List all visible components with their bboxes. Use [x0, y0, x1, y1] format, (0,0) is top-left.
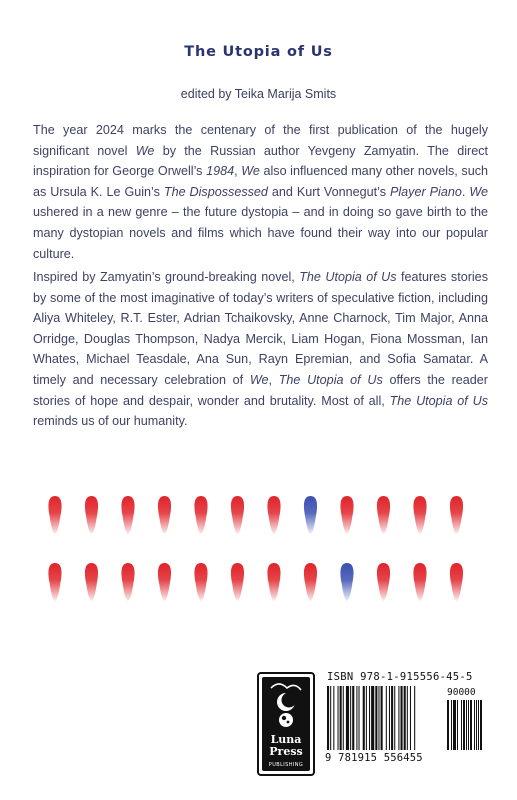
- barcode-bar: [369, 686, 370, 750]
- barcode-bar: [378, 686, 379, 750]
- barcode-bar: [359, 686, 360, 750]
- barcode-bar: [386, 686, 387, 750]
- red-drop: [48, 563, 61, 601]
- barcode-bar: [350, 686, 351, 750]
- barcode-bar: [330, 686, 331, 750]
- barcode-bar: [391, 686, 393, 750]
- blue-drop: [304, 496, 317, 534]
- barcode-bar: [381, 686, 383, 750]
- text-run: ushered in a new genre – the future dystopia – and in doing so gave birth to the many dystopian novels and films which have found their way into our popular culture.: [33, 205, 488, 261]
- red-drop: [85, 563, 98, 601]
- barcode-bar: [338, 686, 339, 750]
- text-run: ,: [234, 164, 242, 179]
- red-drop: [121, 563, 134, 601]
- text-run: ,: [268, 372, 279, 387]
- text-run: offers the reader stories of hope and despair, wonder and brutality. Most of all,: [33, 372, 489, 408]
- barcode-addon-bar: [461, 700, 462, 750]
- barcode-bar: [398, 686, 399, 750]
- barcode-addon-bar: [447, 700, 449, 750]
- red-drop: [48, 496, 61, 534]
- text-run: The Dispossessed: [163, 184, 268, 199]
- red-drop: [231, 563, 244, 601]
- red-drop: [450, 563, 463, 601]
- barcode-addon-bar: [478, 700, 479, 750]
- barcode-bar: [363, 686, 365, 750]
- barcode-bar: [327, 686, 329, 750]
- red-drop: [194, 496, 207, 534]
- barcode-addon-digits: 90000: [447, 687, 476, 698]
- text-run: We: [135, 143, 155, 158]
- isbn-label: ISBN 978-1-915556-45-5: [327, 671, 473, 683]
- red-drop: [158, 563, 171, 601]
- text-run: Inspired by Zamyatin’s ground-breaking novel,: [33, 270, 300, 284]
- barcode-addon-bar: [470, 700, 472, 750]
- text-run: .: [461, 184, 470, 199]
- barcode-addon-bar: [466, 700, 467, 750]
- barcode-bar: [346, 686, 349, 750]
- barcode-bar: [333, 686, 334, 750]
- barcode-addon-bar: [476, 700, 477, 750]
- publisher-name-line1: Luna: [270, 733, 302, 746]
- barcode-bar: [352, 686, 354, 750]
- text-run: and Kurt Vonnegut’s: [267, 184, 390, 199]
- barcode-addon-bar: [474, 700, 475, 750]
- red-drop: [377, 563, 390, 601]
- text-run: The Utopia of Us: [389, 393, 489, 408]
- barcode-bar: [414, 686, 415, 750]
- blue-drop: [340, 563, 353, 601]
- book-title: The Utopia of Us: [184, 44, 333, 60]
- barcode-bar: [394, 686, 395, 750]
- barcode-bar: [404, 686, 406, 750]
- red-drop: [377, 496, 390, 534]
- text-run: by the Russian author Yevgeny Zamyatin. The direct inspiration for George Orwell’s: [33, 143, 488, 179]
- barcode-bar: [340, 686, 342, 750]
- barcode-bar: [366, 686, 367, 750]
- red-drop: [413, 496, 426, 534]
- publisher-name-line3: PUBLISHING: [268, 762, 304, 768]
- barcode-addon-bar: [463, 700, 465, 750]
- barcode-bar: [410, 686, 411, 750]
- text-run: The year 2024 marks the centenary of the first publication of the hugely significant novel: [33, 123, 488, 158]
- barcode-bar: [371, 686, 374, 750]
- red-drop: [158, 496, 171, 534]
- red-drop: [340, 496, 353, 534]
- barcode-digits: 9 781915 556455: [325, 752, 423, 764]
- text-run: 1984: [206, 164, 235, 179]
- barcode-bar: [401, 686, 403, 750]
- text-run: also influenced many other novels, such as Ursula K. Le Guin’s: [33, 164, 488, 199]
- text-run: reminds us of our humanity.: [33, 414, 188, 429]
- red-drop: [194, 563, 207, 601]
- text-run: Player Piano: [389, 184, 462, 199]
- barcode-addon-bar: [453, 700, 456, 750]
- barcode-bar: [343, 686, 344, 750]
- red-drop: [121, 496, 134, 534]
- red-drop: [85, 496, 98, 534]
- text-run: We: [249, 372, 269, 387]
- red-drop: [304, 563, 317, 601]
- barcode-bar: [375, 686, 377, 750]
- editor-credit: edited by Teika Marija Smits: [180, 87, 337, 101]
- text-run: The Utopia of Us: [299, 270, 397, 284]
- text-run: The Utopia of Us: [278, 372, 383, 387]
- red-drop: [267, 563, 280, 601]
- barcode-bar: [389, 686, 390, 750]
- text-run: We: [469, 184, 488, 199]
- publisher-name-line2: Press: [269, 745, 303, 758]
- barcode-bar: [356, 686, 357, 750]
- barcode-bar: [407, 686, 408, 750]
- luna-press-logo: [257, 672, 315, 776]
- red-drop: [267, 496, 280, 534]
- barcode-addon-bar: [457, 700, 458, 750]
- red-drop: [231, 496, 244, 534]
- barcode-addon-bar: [451, 700, 452, 750]
- red-drop: [413, 563, 426, 601]
- red-drop: [450, 496, 463, 534]
- text-run: features stories by some of the most imaginative of today’s writers of speculative fiction, including Aliya Whiteley, R.T. Ester, Adrian Tchaikovsky, Anne Charnock, Tim Major, Anna Orridge, Douglas Thompson, Nadya Mercik, Liam Hogan, Fiona Mossman, Ian Whates, Michael Teasdale, Ana Sun, Rayn Epremian, and Sofia Samatar. A timely and necessary celebration of: [33, 270, 488, 387]
- text-run: We: [241, 164, 260, 179]
- barcode-addon-bar: [468, 700, 469, 750]
- barcode-addon-bar: [480, 700, 482, 750]
